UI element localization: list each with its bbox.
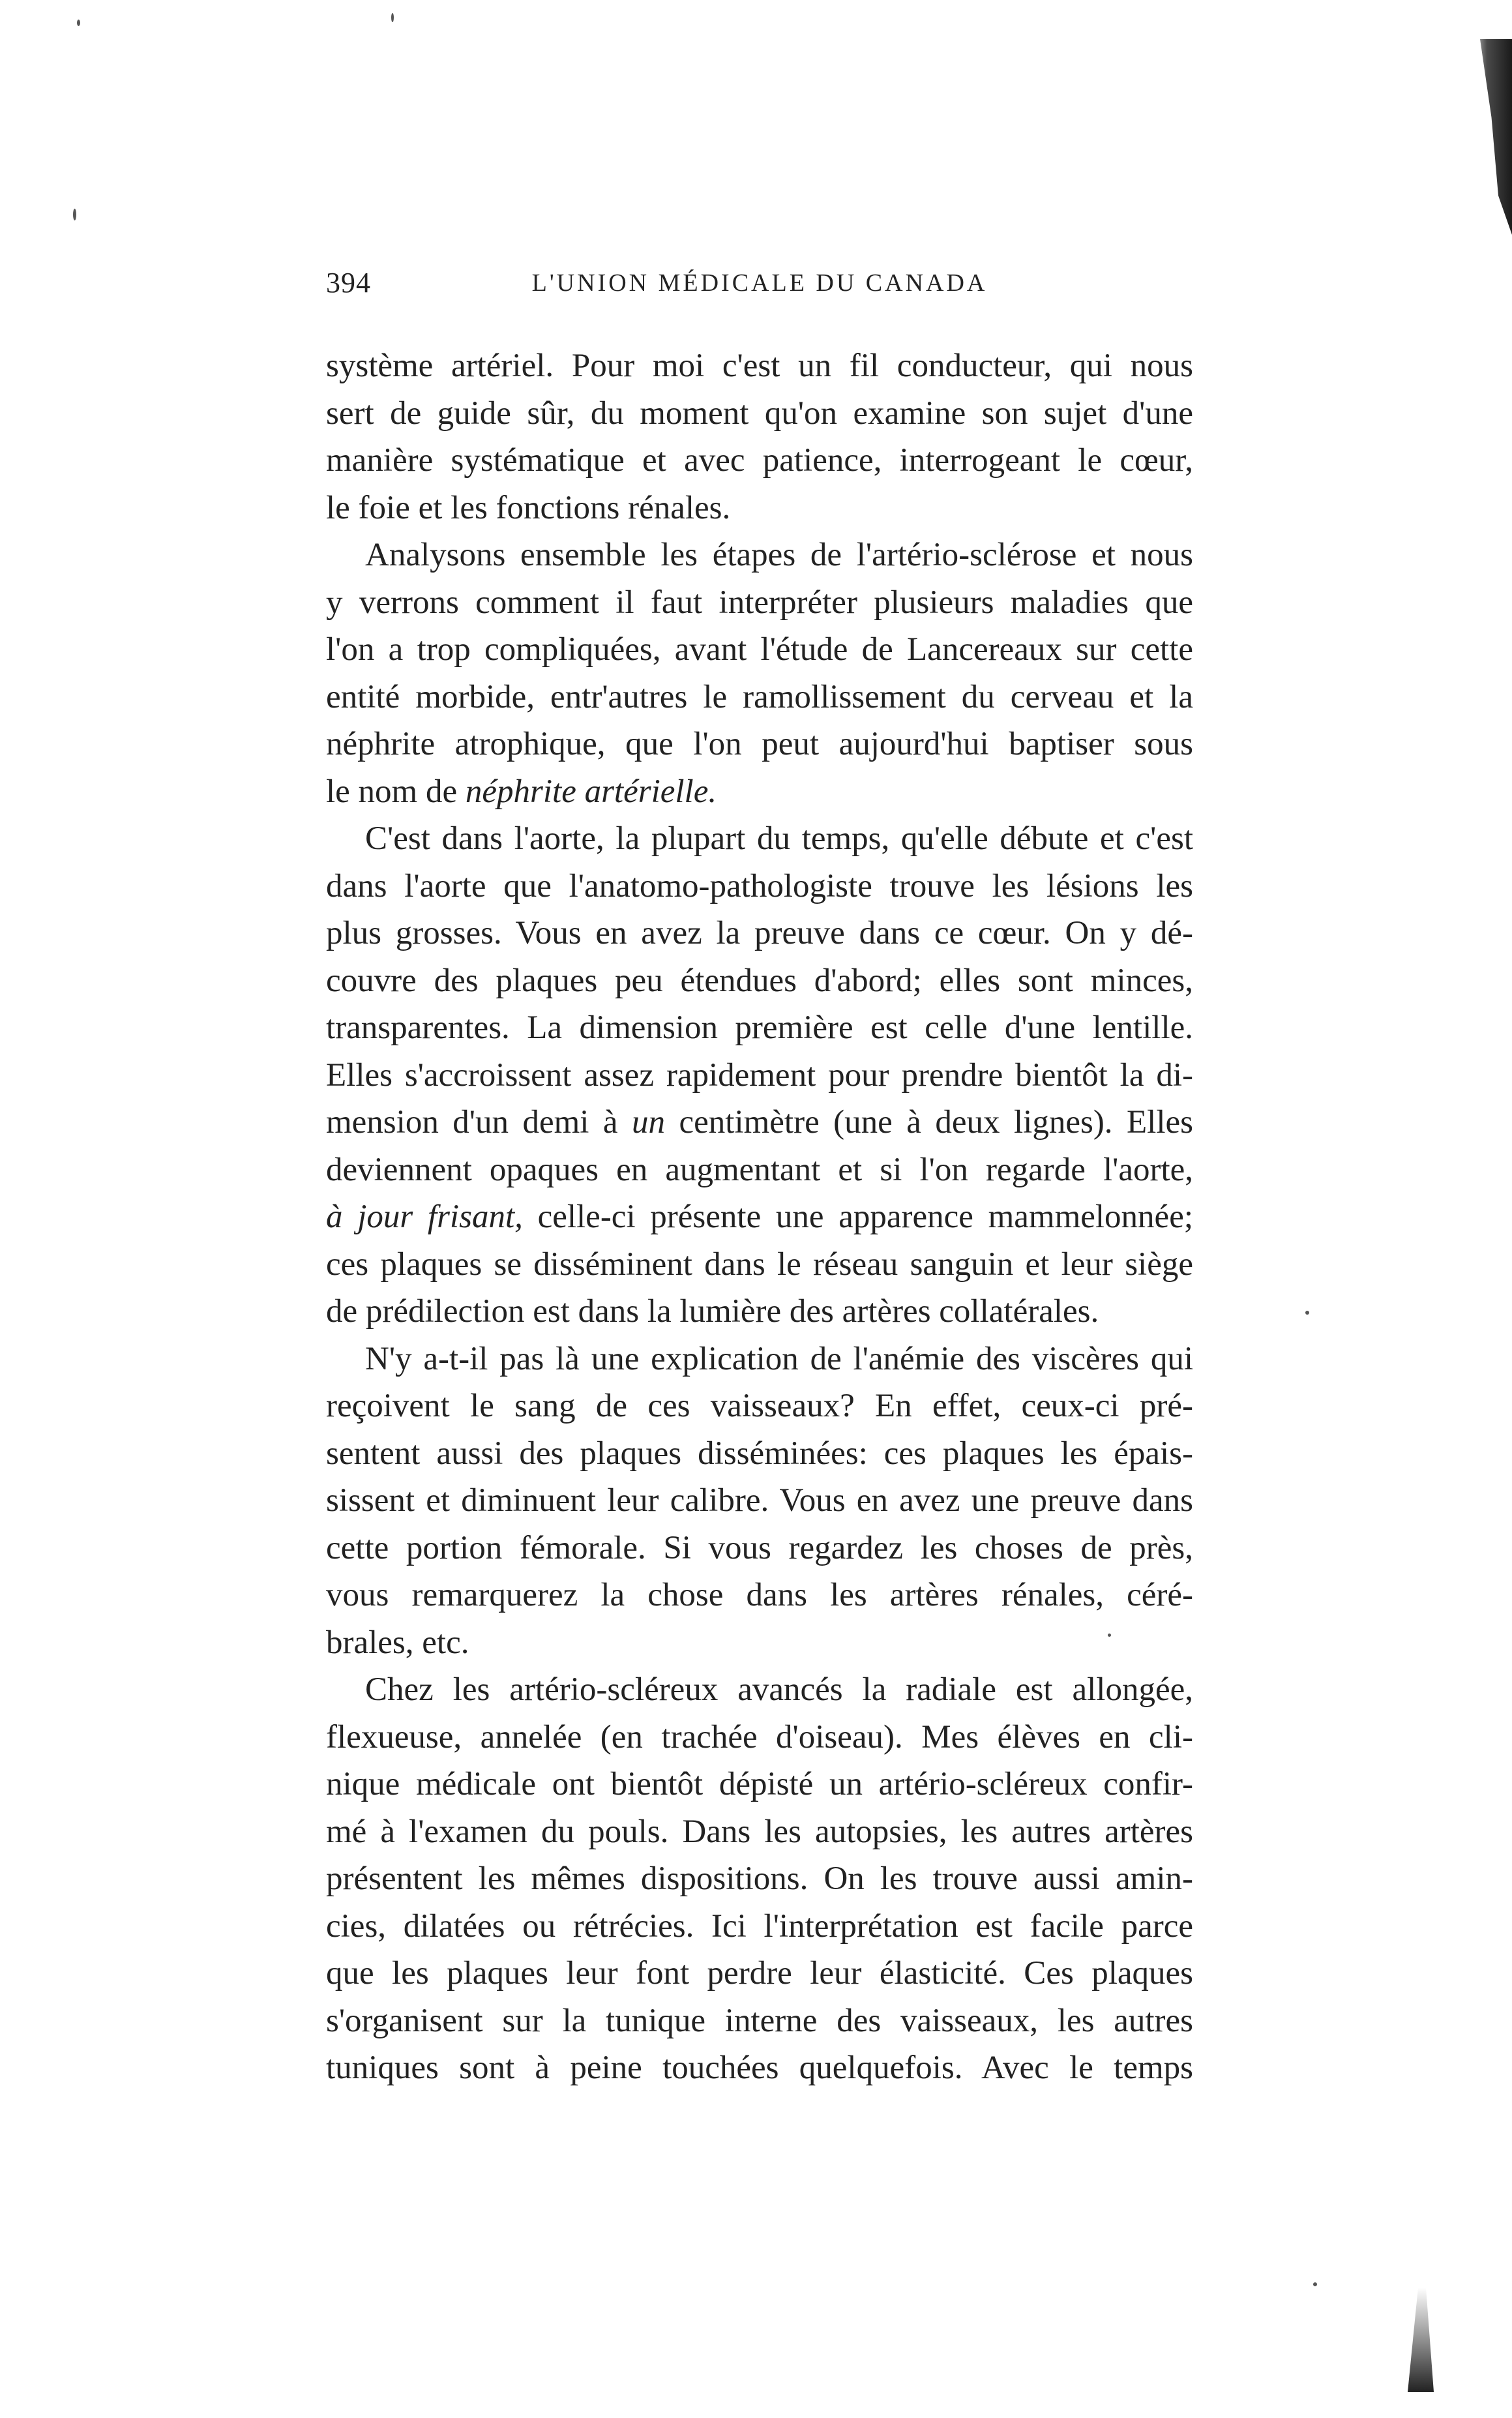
text-line: plus grosses. Vous en avez la preuve dans ce cœur. On y dé-: [326, 915, 1193, 951]
text-line: s'organisent sur la tunique interne des vaisseaux, les autres: [326, 2002, 1193, 2039]
text-line: présentent les mêmes dispositions. On les trouve aussi amin-: [326, 1860, 1193, 1897]
text-line: [326, 1193, 1193, 1241]
text-line: Chez les artério-scléreux avancés la radiale est allongée,: [365, 1671, 1193, 1708]
text-line: de prédilection est dans la lumière des artères collatérales.: [326, 1293, 1099, 1330]
text-segment: le nom de: [326, 773, 466, 810]
scan-speck: [1313, 2282, 1317, 2286]
scan-edge-shadow-top: [1466, 39, 1512, 235]
page-number: 394: [326, 267, 371, 299]
text-line: entité morbide, entr'autres le ramollissement du cerveau et la: [326, 678, 1193, 715]
scan-speck: [391, 13, 394, 22]
scan-speck: [73, 209, 76, 220]
text-line: [326, 1099, 1193, 1146]
text-line: deviennent opaques en augmentant et si l'on regarde l'aorte,: [326, 1151, 1193, 1188]
text-line: néphrite atrophique, que l'on peut aujourd'hui baptiser sous: [326, 726, 1193, 762]
text-line: dans l'aorte que l'anatomo-pathologiste trouve les lésions les: [326, 867, 1193, 904]
text-line: C'est dans l'aorte, la plupart du temps, qu'elle débute et c'est: [365, 820, 1193, 857]
italic-term: à jour frisant,: [326, 1199, 523, 1235]
text-line: Analysons ensemble les étapes de l'artério-sclérose et nous: [365, 537, 1193, 573]
text-line: nique médicale ont bientôt dépisté un artério-scléreux confir-: [326, 1766, 1193, 1802]
text-line: reçoivent le sang de ces vaisseaux? En effet, ceux-ci pré-: [326, 1388, 1193, 1424]
text-line: N'y a-t-il pas là une explication de l'anémie des viscères qui: [365, 1340, 1193, 1377]
page-header: [326, 266, 1193, 305]
scan-speck: [1305, 1311, 1309, 1315]
text-line: tuniques sont à peine touchées quelquefois. Avec le temps: [326, 2050, 1193, 2086]
text-line: couvre des plaques peu étendues d'abord; elles sont minces,: [326, 962, 1193, 999]
text-line: manière systématique et avec patience, interrogeant le cœur,: [326, 442, 1193, 479]
text-line: que les plaques leur font perdre leur élasticité. Ces plaques: [326, 1955, 1193, 1992]
text-line: ces plaques se disséminent dans le réseau sanguin et leur siège: [326, 1246, 1193, 1283]
text-line: sert de guide sûr, du moment qu'on examine son sujet d'une: [326, 395, 1193, 432]
text-line: Elles s'accroissent assez rapidement pour prendre bientôt la di-: [326, 1056, 1193, 1094]
running-head: L'UNION MÉDICALE DU CANADA: [531, 269, 988, 297]
text-line: système artériel. Pour moi c'est un fil conducteur, qui nous: [326, 348, 1193, 384]
text-line: flexueuse, annelée (en trachée d'oiseau). Mes élèves en cli-: [326, 1718, 1193, 1755]
text-line: le foie et les fonctions rénales.: [326, 489, 731, 526]
text-line: [326, 768, 1193, 816]
text-line: sissent et diminuent leur calibre. Vous en avez une preuve dans: [326, 1482, 1193, 1519]
text-line: sentent aussi des plaques disséminées: ces plaques les épais-: [326, 1435, 1193, 1472]
text-line: vous remarquerez la chose dans les artères rénales, céré-: [326, 1577, 1193, 1613]
text-line: cette portion fémorale. Si vous regardez les choses de près,: [326, 1529, 1193, 1566]
text-line: y verrons comment il faut interpréter plusieurs maladies que: [326, 584, 1193, 621]
text-line: l'on a trop compliquées, avant l'étude de Lancereaux sur cette: [326, 631, 1193, 668]
text-segment: celle-ci présente une apparence mammelonnée;: [522, 1199, 1193, 1235]
italic-term: néphrite artérielle.: [465, 773, 717, 810]
body-text: [326, 342, 1193, 2092]
text-line: mé à l'examen du pouls. Dans les autopsies, les autres artères: [326, 1813, 1193, 1850]
text-line: brales, etc.: [326, 1624, 469, 1661]
text-segment: centimètre (une à deux lignes). Elles: [665, 1104, 1193, 1141]
text-segment: mension d'un demi à: [326, 1104, 632, 1141]
text-line: transparentes. La dimension première est celle d'une lentille.: [326, 1009, 1193, 1046]
scan-edge-shadow-bottom: [1408, 2288, 1434, 2392]
text-line: cies, dilatées ou rétrécies. Ici l'interprétation est facile parce: [326, 1907, 1193, 1945]
italic-term: un: [632, 1104, 666, 1141]
scan-speck: [77, 20, 80, 26]
